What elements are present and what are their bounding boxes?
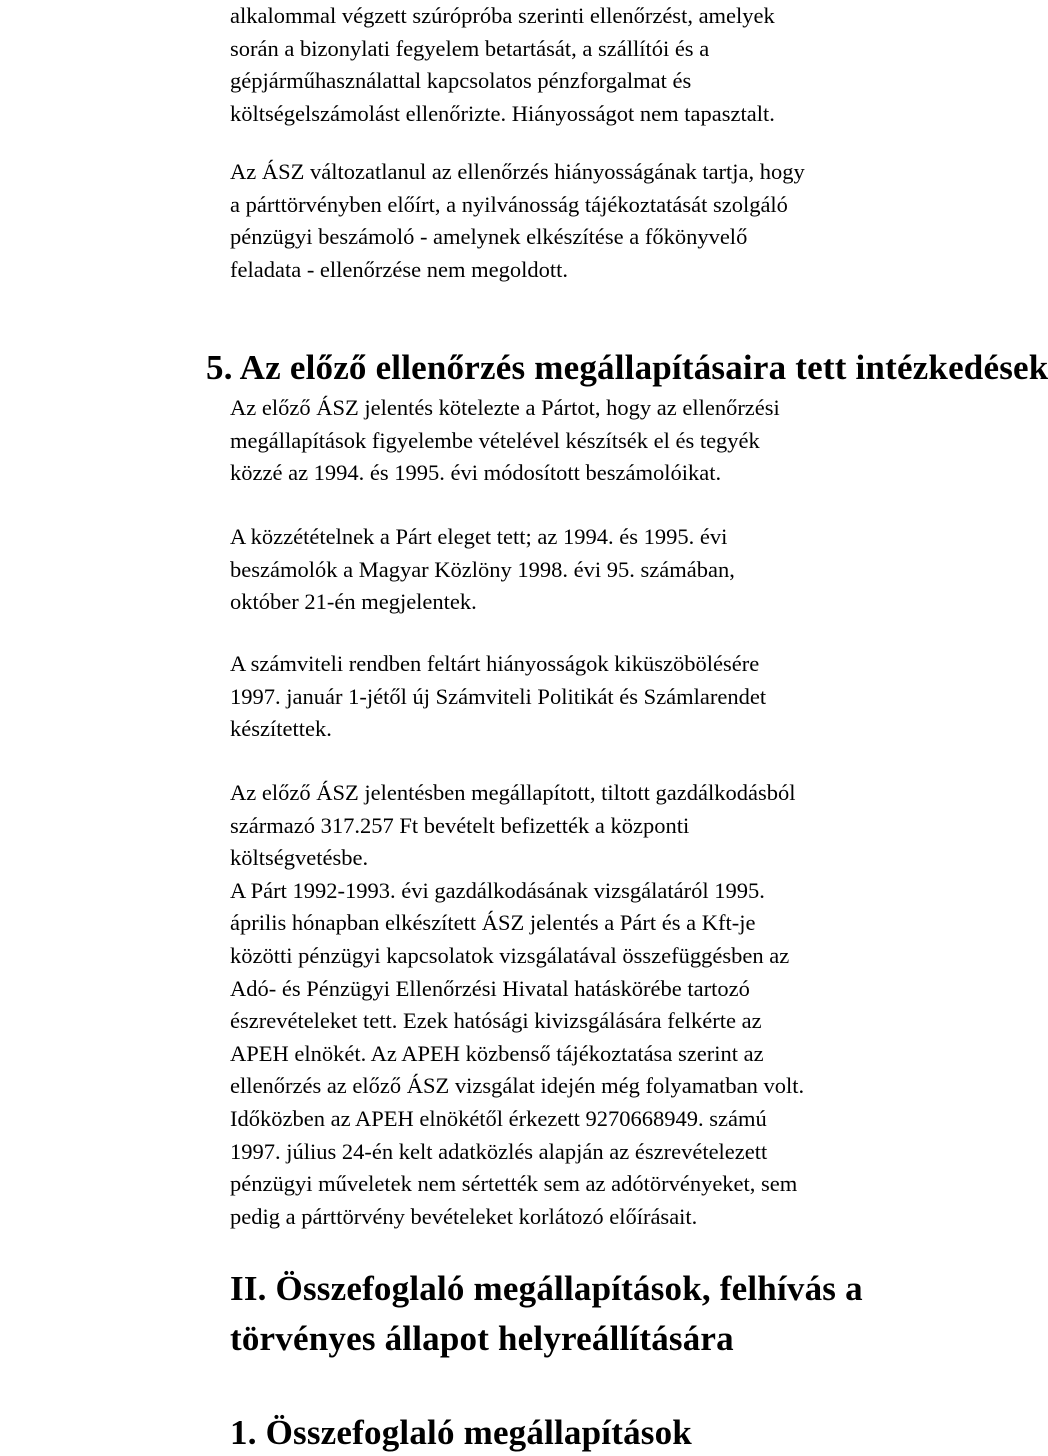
- paragraph-previous-report: [230, 392, 940, 490]
- text-line: április hónapban elkészített ÁSZ jelentés a Párt és a Kft-je: [230, 910, 756, 936]
- text-line: pedig a párttörvény bevételeket korlátozó előírásait.: [230, 1203, 698, 1229]
- text-line: A számviteli rendben feltárt hiányosságok kiküszöbölésére: [230, 651, 760, 676]
- section-heading-5: 5. Az előző ellenőrzés megállapításaira tett intézkedések: [206, 348, 1048, 387]
- text-line: ellenőrzés az előző ÁSZ vizsgálat idején még folyamatban volt.: [230, 1073, 805, 1099]
- text-line: 1997. január 1-jétől új Számviteli Politikát és Számlarendet: [230, 683, 767, 709]
- paragraph-prohibited-revenue: [230, 777, 940, 1233]
- text-line: Adó- és Pénzügyi Ellenőrzési Hivatal hatáskörébe tartozó: [230, 975, 750, 1001]
- text-line: a párttörvényben előírt, a nyilvánosság tájékoztatását szolgáló: [230, 191, 788, 217]
- text-line: közzé az 1994. és 1995. évi módosított beszámolóikat.: [230, 460, 722, 486]
- text-line: alkalommal végzett szúrópróba szerinti ellenőrzést, amelyek: [230, 3, 775, 28]
- paragraph-inspection-summary: [230, 0, 940, 130]
- text-line: Az előző ÁSZ jelentés kötelezte a Pártot, hogy az ellenőrzési: [230, 395, 780, 420]
- heading-line: II. Összefoglaló megállapítások, felhívás a: [230, 1269, 863, 1308]
- text-line: költségvetésbe.: [230, 845, 369, 871]
- text-line: észrevételeket tett. Ezek hatósági kivizsgálására felkérte az: [230, 1008, 762, 1034]
- text-line: költségelszámolást ellenőrizte. Hiányosságot nem tapasztalt.: [230, 100, 775, 126]
- text-line: Az ÁSZ változatlanul az ellenőrzés hiányosságának tartja, hogy: [230, 159, 805, 184]
- paragraph-asz-deficiency: [230, 156, 940, 286]
- text-line: Időközben az APEH elnökétől érkezett 9270668949. számú: [230, 1105, 767, 1131]
- subsection-heading-1: 1. Összefoglaló megállapítások: [230, 1413, 692, 1452]
- text-line: pénzügyi beszámoló - amelynek elkészítése a főkönyvelő: [230, 224, 748, 250]
- paragraph-publication: [230, 521, 940, 619]
- part-heading-II: [230, 1264, 863, 1364]
- text-line: A közzétételnek a Párt eleget tett; az 1994. és 1995. évi: [230, 524, 728, 549]
- paragraph-accounting-policy: [230, 648, 940, 746]
- text-line: közötti pénzügyi kapcsolatok vizsgálatával összefüggésben az: [230, 942, 790, 968]
- text-line: beszámolók a Magyar Közlöny 1998. évi 95. számában,: [230, 556, 735, 582]
- text-line: október 21-én megjelentek.: [230, 589, 477, 615]
- text-line: származó 317.257 Ft bevételt befizették a központi: [230, 812, 690, 838]
- text-line: megállapítások figyelembe vételével készítsék el és tegyék: [230, 427, 760, 453]
- text-line: során a bizonylati fegyelem betartását, a szállítói és a: [230, 35, 710, 61]
- text-line: készítettek.: [230, 716, 332, 742]
- heading-line: törvényes állapot helyreállítására: [230, 1319, 734, 1358]
- text-line: pénzügyi műveletek nem sértették sem az adótörvényeket, sem: [230, 1171, 798, 1197]
- text-line: feladata - ellenőrzése nem megoldott.: [230, 256, 568, 282]
- text-line: gépjárműhasználattal kapcsolatos pénzforgalmat és: [230, 68, 692, 94]
- text-line: APEH elnökét. Az APEH közbenső tájékoztatása szerint az: [230, 1040, 764, 1066]
- text-line: 1997. július 24-én kelt adatközlés alapján az észrevételezett: [230, 1138, 768, 1164]
- text-line: Az előző ÁSZ jelentésben megállapított, tiltott gazdálkodásból: [230, 780, 796, 805]
- text-line: A Párt 1992-1993. évi gazdálkodásának vizsgálatáról 1995.: [230, 877, 765, 903]
